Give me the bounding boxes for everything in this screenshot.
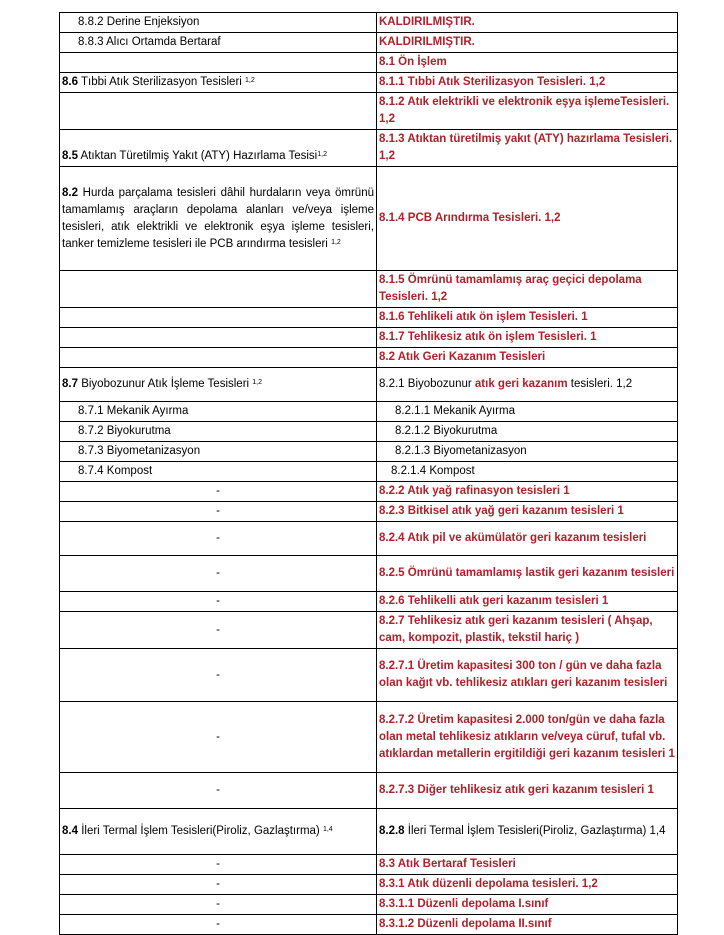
left-cell — [60, 130, 377, 167]
footnote-ref: 1,2 — [331, 238, 341, 246]
left-cell — [60, 809, 377, 855]
table-row — [60, 73, 678, 93]
table-row — [60, 895, 678, 915]
right-cell: 8.2.1.2 Biyokurutma — [377, 422, 678, 442]
left-cell — [60, 368, 377, 402]
left-cell — [60, 348, 377, 368]
right-cell — [377, 368, 678, 402]
right-cell: 8.2.3 Bitkisel atık yağ geri kazanım tesisleri 1 — [377, 502, 678, 522]
table-row — [60, 915, 678, 935]
item-text: Tıbbi Atık Sterilizasyon Tesisleri — [78, 76, 246, 88]
left-cell: - — [60, 522, 377, 556]
right-cell: 8.1 Ön İşlem — [377, 53, 678, 73]
right-cell — [377, 809, 678, 855]
table-row — [60, 556, 678, 592]
right-cell: 8.3.1.2 Düzenli depolama II.sınıf — [377, 915, 678, 935]
right-cell: 8.2.5 Ömrünü tamamlamış lastik geri kazanım tesisleri — [377, 556, 678, 592]
left-cell — [60, 271, 377, 308]
right-cell: KALDIRILMIŞTIR. — [377, 33, 678, 53]
table-row — [60, 167, 678, 271]
right-cell: 8.2.7.1 Üretim kapasitesi 300 ton / gün ve daha fazla olan kağıt vb. tehlikesiz atıkları geri kazanım tesisleri — [377, 649, 678, 702]
left-cell: - — [60, 502, 377, 522]
right-cell: 8.2.7.3 Diğer tehlikesiz atık geri kazanım tesisleri 1 — [377, 773, 678, 809]
left-cell: - — [60, 875, 377, 895]
right-cell: 8.3 Atık Bertaraf Tesisleri — [377, 855, 678, 875]
left-cell: - — [60, 612, 377, 649]
left-cell: - — [60, 482, 377, 502]
right-cell: 8.1.4 PCB Arındırma Tesisleri. 1,2 — [377, 167, 678, 271]
table-row — [60, 482, 678, 502]
right-cell: 8.1.5 Ömrünü tamamlamış araç geçici depolama Tesisleri. 1,2 — [377, 271, 678, 308]
right-cell: 8.1.2 Atık elektrikli ve elektronik eşya işlemeTesisleri. 1,2 — [377, 93, 678, 130]
left-cell — [60, 93, 377, 130]
table-row — [60, 368, 678, 402]
table-row — [60, 649, 678, 702]
left-cell: - — [60, 702, 377, 773]
table-row — [60, 348, 678, 368]
table-row — [60, 308, 678, 328]
table-row — [60, 271, 678, 308]
table-row — [60, 328, 678, 348]
table-row — [60, 33, 678, 53]
right-text-highlight: atık geri kazanım — [474, 378, 568, 390]
table-row — [60, 13, 678, 33]
table-row — [60, 773, 678, 809]
regulation-table — [59, 12, 678, 935]
table-row — [60, 592, 678, 612]
table-row — [60, 855, 678, 875]
table-row — [60, 402, 678, 422]
left-cell: 8.7.2 Biyokurutma — [60, 422, 377, 442]
table-row — [60, 502, 678, 522]
table-row — [60, 875, 678, 895]
left-cell: 8.8.2 Derine Enjeksiyon — [60, 13, 377, 33]
right-cell: 8.2.4 Atık pil ve akümülatör geri kazanım tesisleri — [377, 522, 678, 556]
right-cell: 8.2.7 Tehlikesiz atık geri kazanım tesisleri ( Ahşap, cam, kompozit, plastik, tekstil hariç ) — [377, 612, 678, 649]
left-cell: - — [60, 895, 377, 915]
item-text: Hurda parçalama tesisleri dâhil hurdaların veya ömrünü tamamlamış araçların depolama alanları ve/veya işleme tesisleri, atık elektrikli ve elektronik eşya işleme tesisleri, tanker temizleme tesisleri ile PCB arındırma tesisleri — [62, 186, 374, 250]
right-cell: 8.2.6 Tehlikelli atık geri kazanım tesisleri 1 — [377, 592, 678, 612]
right-cell: 8.3.1 Atık düzenli depolama tesisleri. 1,2 — [377, 875, 678, 895]
left-cell: - — [60, 915, 377, 935]
left-cell: 8.7.1 Mekanik Ayırma — [60, 402, 377, 422]
left-cell: 8.7.3 Biyometanizasyon — [60, 442, 377, 462]
table-row — [60, 93, 678, 130]
left-cell: - — [60, 592, 377, 612]
item-number: 8.2 — [62, 186, 78, 199]
table-row — [60, 422, 678, 442]
left-cell: 8.7.4 Kompost — [60, 462, 377, 482]
table-row — [60, 809, 678, 855]
table-row — [60, 53, 678, 73]
footnote-ref: 1,4 — [322, 826, 333, 833]
item-text: İleri Termal İşlem Tesisleri(Piroliz, Gazlaştırma) — [78, 825, 323, 837]
item-number: 8.2.8 — [379, 825, 405, 837]
right-cell: 8.1.7 Tehlikesiz atık ön işlem Tesisleri. 1 — [377, 328, 678, 348]
footnote-ref: 1,2 — [245, 77, 255, 84]
table-row — [60, 462, 678, 482]
right-cell: 8.3.1.1 Düzenli depolama I.sınıf — [377, 895, 678, 915]
footnote-ref: 1,2 — [252, 379, 263, 386]
footnote-ref: 1,2 — [317, 151, 327, 158]
left-cell — [60, 167, 377, 271]
left-cell — [60, 328, 377, 348]
left-cell: - — [60, 855, 377, 875]
table-row — [60, 612, 678, 649]
right-cell: 8.2.1.1 Mekanik Ayırma — [377, 402, 678, 422]
item-text: Atıktan Türetilmiş Yakıt (ATY) Hazırlama Tesisi — [78, 150, 318, 162]
left-cell — [60, 308, 377, 328]
item-number: 8.4 — [62, 825, 78, 837]
left-cell: - — [60, 773, 377, 809]
item-text: Biyobozunur Atık İşleme Tesisleri — [78, 378, 253, 390]
right-cell: 8.2.1.3 Biyometanizasyon — [377, 442, 678, 462]
item-number: 8.7 — [62, 378, 78, 390]
table-row — [60, 702, 678, 773]
right-cell: KALDIRILMIŞTIR. — [377, 13, 678, 33]
table-row — [60, 522, 678, 556]
right-text: tesisleri. 1,2 — [567, 378, 633, 390]
right-cell: 8.1.1 Tıbbi Atık Sterilizasyon Tesisleri. 1,2 — [377, 73, 678, 93]
left-cell: - — [60, 649, 377, 702]
item-number: 8.6 — [62, 76, 78, 88]
right-cell: 8.2.7.2 Üretim kapasitesi 2.000 ton/gün ve daha fazla olan metal tehlikesiz atıkların ve/veya cüruf, tufal vb. atıklardan metallerin ergitildiği geri kazanım tesisleri 1 — [377, 702, 678, 773]
right-text: 8.2.1 Biyobozunur — [379, 378, 475, 390]
table-row — [60, 442, 678, 462]
right-cell: 8.1.3 Atıktan türetilmiş yakıt (ATY) hazırlama Tesisleri. 1,2 — [377, 130, 678, 167]
right-cell: 8.2.1.4 Kompost — [377, 462, 678, 482]
right-cell: 8.2.2 Atık yağ rafinasyon tesisleri 1 — [377, 482, 678, 502]
left-cell: 8.8.3 Alıcı Ortamda Bertaraf — [60, 33, 377, 53]
item-number: 8.5 — [62, 150, 78, 162]
right-cell: 8.1.6 Tehlikeli atık ön işlem Tesisleri. 1 — [377, 308, 678, 328]
item-text: İleri Termal İşlem Tesisleri(Piroliz, Gazlaştırma) 1,4 — [404, 825, 666, 837]
left-cell: - — [60, 556, 377, 592]
right-cell: 8.2 Atık Geri Kazanım Tesisleri — [377, 348, 678, 368]
left-cell — [60, 53, 377, 73]
left-cell — [60, 73, 377, 93]
table-row — [60, 130, 678, 167]
